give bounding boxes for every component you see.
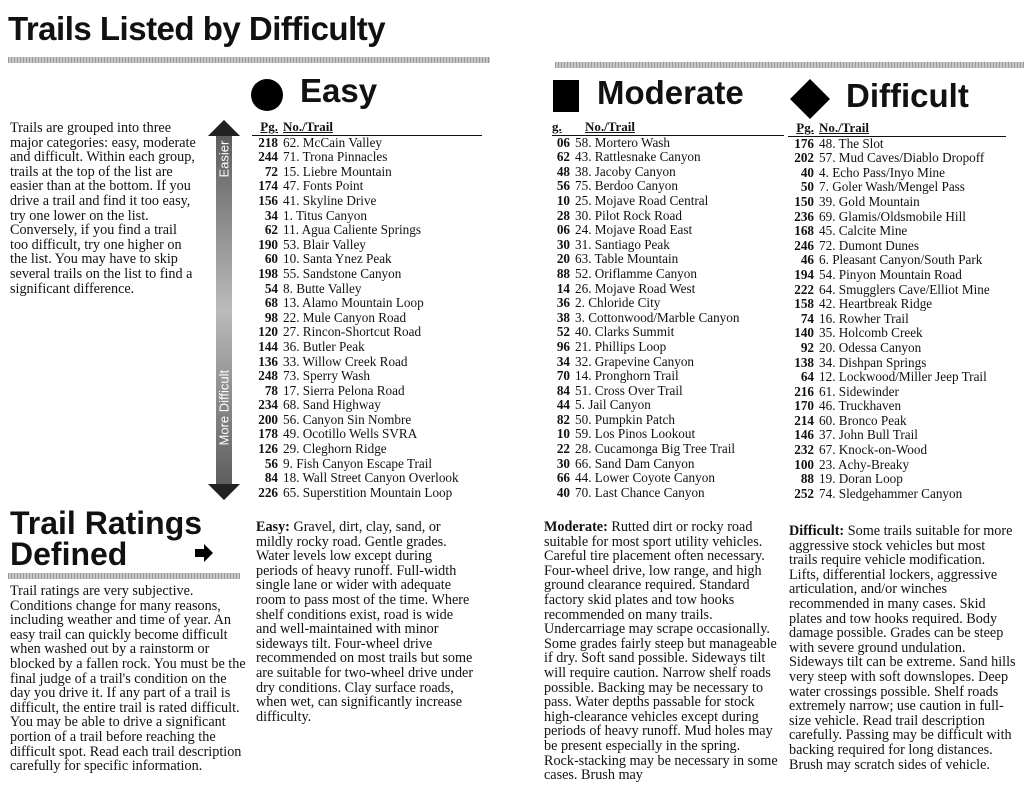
- trail-name: 16. Rowher Trail: [819, 310, 909, 326]
- trail-name: 1. Titus Canyon: [283, 207, 367, 223]
- trail-row: [788, 443, 1006, 458]
- trail-row: [252, 457, 482, 472]
- trail-page: 84: [264, 470, 278, 486]
- trail-row: [552, 267, 784, 282]
- trail-page: 06: [556, 134, 570, 150]
- trail-name: 9. Fish Canyon Escape Trail: [283, 455, 433, 471]
- trail-name: 44. Lower Coyote Canyon: [575, 470, 715, 486]
- trail-page: 46: [800, 252, 814, 268]
- trail-page: 14: [556, 280, 570, 296]
- trail-page: 70: [556, 368, 570, 384]
- trail-page: 200: [258, 411, 278, 427]
- trail-name: 57. Mud Caves/Diablo Dropoff: [819, 150, 985, 166]
- ratings-title: [10, 505, 203, 572]
- trail-page: 176: [794, 135, 814, 151]
- trail-page: 82: [556, 411, 570, 427]
- trail-page: 22: [556, 441, 570, 457]
- trail-name: 55. Sandstone Canyon: [283, 265, 402, 281]
- trail-page: 214: [794, 412, 814, 428]
- trail-page: 56: [264, 455, 278, 471]
- trail-name: 4. Echo Pass/Inyo Mine: [819, 164, 946, 180]
- trail-row: [552, 471, 784, 486]
- easy-definition: [256, 520, 476, 724]
- trail-page: 92: [800, 339, 814, 355]
- trail-row: [788, 487, 1006, 502]
- trail-row: [788, 297, 1006, 312]
- trail-row: [788, 210, 1006, 225]
- trail-row: [252, 413, 482, 428]
- trail-name: 49. Ocotillo Wells SVRA: [283, 426, 418, 442]
- trail-row: [788, 458, 1006, 473]
- trail-name: 22. Mule Canyon Road: [283, 309, 407, 325]
- trail-row: [252, 384, 482, 399]
- trail-page: 38: [556, 309, 570, 325]
- trail-row: [788, 224, 1006, 239]
- trail-row: [252, 369, 482, 384]
- trail-row: [552, 340, 784, 355]
- trail-page: 146: [794, 427, 814, 443]
- title-divider-right: [555, 62, 1024, 68]
- moderate-definition-label: Moderate:: [544, 519, 608, 535]
- ratings-divider: [8, 573, 240, 579]
- trail-row: [552, 296, 784, 311]
- trail-row: [788, 151, 1006, 166]
- trail-name: 34. Dishpan Springs: [819, 354, 927, 370]
- trail-row: [252, 179, 482, 194]
- ratings-text: Trail ratings are very subjective. Conditions change for many reasons, including weather and time of year. An easy trail can quickly become difficult when washed out by a rainstorm or blocked by a fallen rock. You must be the final judge of a trail's condition on the day you drive it. If any part of a trail is difficult, the entire trail is rated difficult. You may be able to drive a significant portion of a trail before reaching the difficult spot. Read each trail description carefully for specific information.: [10, 583, 246, 775]
- trail-name: 73. Sperry Wash: [283, 368, 370, 384]
- trail-row: [552, 252, 784, 267]
- trail-page: 54: [264, 280, 278, 296]
- trail-row: [552, 442, 784, 457]
- trail-name: 10. Santa Ynez Peak: [283, 251, 392, 267]
- trail-row: [788, 356, 1006, 371]
- trail-name: 24. Mojave Road East: [575, 222, 693, 238]
- trail-row: [552, 325, 784, 340]
- trail-name: 68. Sand Highway: [283, 397, 381, 413]
- difficult-definition-text: Some trails suitable for more aggressive stock vehicles but most trails require vehicle modification. Lifts, differential lockers, aggressive articulation, and/or winches recommended in many cases. Skid plates and tow hooks required. Body damage possible. Grades can be steep with severe ground undulation. Sideways tilt can be extreme. Sand hills very steep with soft downslopes. Deep water crossings possible. Shelf roads extremely narrow; use caution in full-size vehicle. Read trail description carefully. Passing may be difficult with backing required for long distances. Brush may scratch sides of vehicle.: [789, 523, 1016, 773]
- trail-name: 8. Butte Valley: [283, 280, 362, 296]
- trail-name: 37. John Bull Trail: [819, 427, 918, 443]
- trail-name: 65. Superstition Mountain Loop: [283, 484, 453, 500]
- trail-page: 222: [794, 281, 814, 297]
- trail-name: 51. Cross Over Trail: [575, 382, 683, 398]
- trail-name: 26. Mojave Road West: [575, 280, 696, 296]
- trail-name: 21. Phillips Loop: [575, 338, 667, 354]
- trail-row: [252, 267, 482, 282]
- trail-name: 31. Santiago Peak: [575, 236, 670, 252]
- trail-name: 35. Holcomb Creek: [819, 325, 923, 341]
- trail-page: 216: [794, 383, 814, 399]
- trail-page: 246: [794, 237, 814, 253]
- ratings-title-line2: Defined: [10, 536, 128, 572]
- trail-page: 178: [258, 426, 278, 442]
- trail-page: 20: [556, 251, 570, 267]
- trail-name: 64. Smugglers Cave/Elliot Mine: [819, 281, 990, 297]
- trail-page: 252: [794, 485, 814, 501]
- moderate-definition-clip: [544, 519, 780, 811]
- trail-row: [788, 341, 1006, 356]
- trail-page: 10: [556, 192, 570, 208]
- trail-page: 156: [258, 192, 278, 208]
- trail-name: 67. Knock-on-Wood: [819, 442, 928, 458]
- trail-name: 18. Wall Street Canyon Overlook: [283, 470, 459, 486]
- trail-page: 68: [264, 295, 278, 311]
- trail-page: 248: [258, 368, 278, 384]
- trail-header: No./Trail: [819, 120, 869, 135]
- trail-name: 32. Grapevine Canyon: [575, 353, 695, 369]
- trail-page: 136: [258, 353, 278, 369]
- trail-row: [788, 283, 1006, 298]
- easier-label: Easier: [216, 140, 232, 178]
- trail-page: 30: [556, 455, 570, 471]
- trail-page: 50: [800, 179, 814, 195]
- trail-row: [252, 252, 482, 267]
- trail-name: 50. Pumpkin Patch: [575, 411, 676, 427]
- trail-name: 19. Doran Loop: [819, 471, 903, 487]
- trail-page: 126: [258, 441, 278, 457]
- trail-row: [552, 355, 784, 370]
- trail-name: 45. Calcite Mine: [819, 223, 908, 239]
- trail-page: 66: [556, 470, 570, 486]
- trail-row: [252, 282, 482, 297]
- trail-name: 66. Sand Dam Canyon: [575, 455, 695, 471]
- trail-row: [252, 427, 482, 442]
- trail-name: 54. Pinyon Mountain Road: [819, 266, 962, 282]
- trail-row: [552, 238, 784, 253]
- trail-page: 34: [556, 353, 570, 369]
- trail-row: [788, 195, 1006, 210]
- trail-page: 226: [258, 484, 278, 500]
- trail-page: 84: [556, 382, 570, 398]
- trail-name: 33. Willow Creek Road: [283, 353, 408, 369]
- trail-header: No./Trail: [585, 119, 635, 134]
- trail-name: 13. Alamo Mountain Loop: [283, 295, 424, 311]
- trail-row: [788, 253, 1006, 268]
- trail-name: 12. Lockwood/Miller Jeep Trail: [819, 369, 987, 385]
- trail-name: 11. Agua Caliente Springs: [283, 222, 421, 238]
- trail-row: [252, 223, 482, 238]
- trail-name: 7. Goler Wash/Mengel Pass: [819, 179, 965, 195]
- trail-row: [552, 136, 784, 151]
- trail-row: [252, 136, 482, 151]
- trail-page: 34: [264, 207, 278, 223]
- trail-row: [788, 399, 1006, 414]
- trail-row: [552, 311, 784, 326]
- circle-icon: [250, 78, 286, 114]
- trail-page: 120: [258, 324, 278, 340]
- trail-page: 10: [556, 426, 570, 442]
- trail-row: [252, 296, 482, 311]
- trail-name: 47. Fonts Point: [283, 178, 364, 194]
- diamond-icon: [790, 79, 830, 119]
- trail-row: [788, 268, 1006, 283]
- difficult-definition: [789, 524, 1017, 811]
- trail-page: 174: [258, 178, 278, 194]
- square-icon: [553, 80, 579, 112]
- trail-row: [252, 238, 482, 253]
- moderate-heading-label: Moderate: [597, 74, 744, 111]
- trail-row: [552, 398, 784, 413]
- trail-name: 70. Last Chance Canyon: [575, 484, 705, 500]
- trail-page: 234: [258, 397, 278, 413]
- ratings-title-line1: Trail Ratings: [10, 505, 203, 541]
- trail-name: 38. Jacoby Canyon: [575, 163, 676, 179]
- trail-page: 140: [794, 325, 814, 341]
- trail-name: 59. Los Pinos Lookout: [575, 426, 696, 442]
- trail-page: 60: [264, 251, 278, 267]
- difficult-definition-label: Difficult:: [789, 523, 845, 539]
- trail-name: 27. Rincon-Shortcut Road: [283, 324, 422, 340]
- trail-row: [788, 385, 1006, 400]
- trail-page: 158: [794, 296, 814, 312]
- trail-row: [252, 486, 482, 501]
- title-divider: [8, 57, 490, 63]
- trail-name: 41. Skyline Drive: [283, 192, 377, 208]
- trail-row: [552, 413, 784, 428]
- pg-header: Pg.: [796, 120, 814, 135]
- trail-row: [788, 166, 1006, 181]
- moderate-definition: [544, 520, 778, 783]
- trail-page: 138: [794, 354, 814, 370]
- trail-name: 71. Trona Pinnacles: [283, 149, 388, 165]
- trail-row: [788, 312, 1006, 327]
- trail-row: [552, 179, 784, 194]
- trail-row: [552, 223, 784, 238]
- trail-row: [788, 239, 1006, 254]
- trail-row: [552, 194, 784, 209]
- trail-name: 43. Rattlesnake Canyon: [575, 149, 701, 165]
- trail-page: 88: [556, 265, 570, 281]
- trail-name: 2. Chloride City: [575, 295, 661, 311]
- page-title: Trails Listed by Difficulty: [8, 10, 386, 47]
- trail-row: [788, 472, 1006, 487]
- trail-page: 52: [556, 324, 570, 340]
- trail-row: [552, 486, 784, 501]
- trail-row: [252, 209, 482, 224]
- trail-name: 58. Mortero Wash: [575, 134, 671, 150]
- trail-name: 25. Mojave Road Central: [575, 192, 709, 208]
- trail-row: [252, 165, 482, 180]
- difficult-heading-label: Difficult: [846, 77, 969, 114]
- moderate-trail-list: [552, 120, 784, 500]
- trail-row: [252, 150, 482, 165]
- trail-page: 168: [794, 223, 814, 239]
- trail-name: 42. Heartbreak Ridge: [819, 296, 933, 312]
- trail-name: 46. Truckhaven: [819, 398, 902, 414]
- trail-page: 56: [556, 178, 570, 194]
- trail-row: [552, 384, 784, 399]
- trail-page: 96: [556, 338, 570, 354]
- trail-name: 75. Berdoo Canyon: [575, 178, 678, 194]
- trail-row: [252, 325, 482, 340]
- trail-row: [552, 165, 784, 180]
- trail-page: 30: [556, 236, 570, 252]
- trail-page: 170: [794, 398, 814, 414]
- easy-heading-label: Easy: [300, 72, 378, 109]
- trail-name: 28. Cucamonga Big Tree Trail: [575, 441, 736, 457]
- trail-page: 100: [794, 456, 814, 472]
- moderate-definition-text: Rutted dirt or rocky road suitable for most sport utility vehicles. Careful tire placement often necessary. Four-wheel drive, low range, and high ground clearance required. Standard factory skid plates and tow hooks recommended on many trails. Undercarriage may scrape occasionally. Some grades fairly steep but manageable if dry. Soft sand possible. Sideways tilt will require caution. Narrow shelf roads possible. Backing may be necessary to pass. Water depths passable for stock high-clearance vehicles except during periods of heavy runoff. Mud holes may be present especially in the spring. Rock-stacking may be necessary in some cases. Brush may: [544, 519, 778, 784]
- trail-name: 5. Jail Canyon: [575, 397, 651, 413]
- trail-row: [788, 326, 1006, 341]
- trail-row: [252, 471, 482, 486]
- trail-row: [552, 369, 784, 384]
- trail-page: 236: [794, 208, 814, 224]
- difficult-trail-list: [788, 121, 1006, 501]
- trail-row: [788, 428, 1006, 443]
- trail-row: [552, 209, 784, 224]
- trail-name: 53. Blair Valley: [283, 236, 366, 252]
- trail-page: 78: [264, 382, 278, 398]
- trail-header: No./Trail: [283, 119, 333, 134]
- trail-name: 36. Butler Peak: [283, 338, 365, 354]
- trail-name: 3. Cottonwood/Marble Canyon: [575, 309, 740, 325]
- trail-name: 23. Achy-Breaky: [819, 456, 910, 472]
- trail-page: 28: [556, 207, 570, 223]
- easy-trail-list: [252, 120, 482, 500]
- trail-row: [552, 282, 784, 297]
- trail-row: [252, 340, 482, 355]
- trail-name: 39. Gold Mountain: [819, 193, 920, 209]
- trail-page: 74: [800, 310, 814, 326]
- trail-row: [552, 427, 784, 442]
- trail-page: 190: [258, 236, 278, 252]
- trail-row: [788, 180, 1006, 195]
- pg-header: g.: [552, 119, 562, 134]
- trail-page: 150: [794, 193, 814, 209]
- trail-name: 20. Odessa Canyon: [819, 339, 922, 355]
- easy-definition-label: Easy:: [256, 519, 290, 535]
- trail-name: 60. Bronco Peak: [819, 412, 907, 428]
- trail-row: [552, 457, 784, 472]
- trail-page: 36: [556, 295, 570, 311]
- trail-page: 06: [556, 222, 570, 238]
- trail-name: 74. Sledgehammer Canyon: [819, 485, 963, 501]
- trail-row: [552, 150, 784, 165]
- trail-page: 244: [258, 149, 278, 165]
- trail-name: 56. Canyon Sin Nombre: [283, 411, 412, 427]
- trail-page: 218: [258, 134, 278, 150]
- trail-name: 29. Cleghorn Ridge: [283, 441, 387, 457]
- trail-page: 144: [258, 338, 278, 354]
- trail-page: 194: [794, 266, 814, 282]
- trail-name: 30. Pilot Rock Road: [575, 207, 682, 223]
- trail-page: 44: [556, 397, 570, 413]
- trail-name: 63. Table Mountain: [575, 251, 679, 267]
- trail-row: [252, 398, 482, 413]
- trail-name: 61. Sidewinder: [819, 383, 899, 399]
- trail-page: 232: [794, 442, 814, 458]
- trail-page: 198: [258, 265, 278, 281]
- easy-definition-text: Gravel, dirt, clay, sand, or mildly rocky road. Gentle grades. Water levels low except during periods of heavy runoff. Full-width single lane or wider with adequate room to pass most of the time. Where shelf conditions exist, road is wide and well-maintained with minor sideways tilt. Four-wheel drive recommended on most trails but some are suitable for two-wheel drive under dry conditions. Clay surface roads, when wet, can significantly increase difficulty.: [256, 519, 474, 725]
- more-difficult-label: [217, 414, 232, 446]
- trail-page: 64: [800, 369, 814, 385]
- trail-name: 40. Clarks Summit: [575, 324, 675, 340]
- trail-page: 98: [264, 309, 278, 325]
- trail-name: 14. Pronghorn Trail: [575, 368, 679, 384]
- trail-name: 62. McCain Valley: [283, 134, 383, 150]
- trail-name: 72. Dumont Dunes: [819, 237, 920, 253]
- trail-name: 6. Pleasant Canyon/South Park: [819, 252, 983, 268]
- trail-row: [788, 414, 1006, 429]
- trail-page: 202: [794, 150, 814, 166]
- trail-name: 48. The Slot: [819, 135, 884, 151]
- intro-text: Trails are grouped into three major categories: easy, moderate and difficult. Within each group, trails at the top of the list are easier than at the bottom. If you drive a trail and find it too easy, try one lower on the list. Conversely, if you find a trail too difficult, try one higher on the list. You may have to skip several trails on the list to find a significant difference.: [10, 120, 196, 297]
- trail-row: [788, 137, 1006, 152]
- trail-row: [252, 442, 482, 457]
- pg-header: Pg.: [260, 119, 278, 134]
- difficulty-arrow: [208, 120, 240, 500]
- trail-row: [788, 370, 1006, 385]
- trail-name: 52. Oriflamme Canyon: [575, 265, 697, 281]
- trail-row: [252, 355, 482, 370]
- arrow-right-icon: [195, 543, 215, 563]
- trail-name: 17. Sierra Pelona Road: [283, 382, 405, 398]
- trail-name: 15. Liebre Mountain: [283, 163, 392, 179]
- trail-row: [252, 194, 482, 209]
- trail-page: 88: [800, 471, 814, 487]
- trail-page: 62: [556, 149, 570, 165]
- trail-page: 40: [800, 164, 814, 180]
- trail-page: 62: [264, 222, 278, 238]
- trail-name: 69. Glamis/Oldsmobile Hill: [819, 208, 966, 224]
- trail-row: [252, 311, 482, 326]
- trail-page: 40: [556, 484, 570, 500]
- trail-page: 72: [264, 163, 278, 179]
- trail-page: 48: [556, 163, 570, 179]
